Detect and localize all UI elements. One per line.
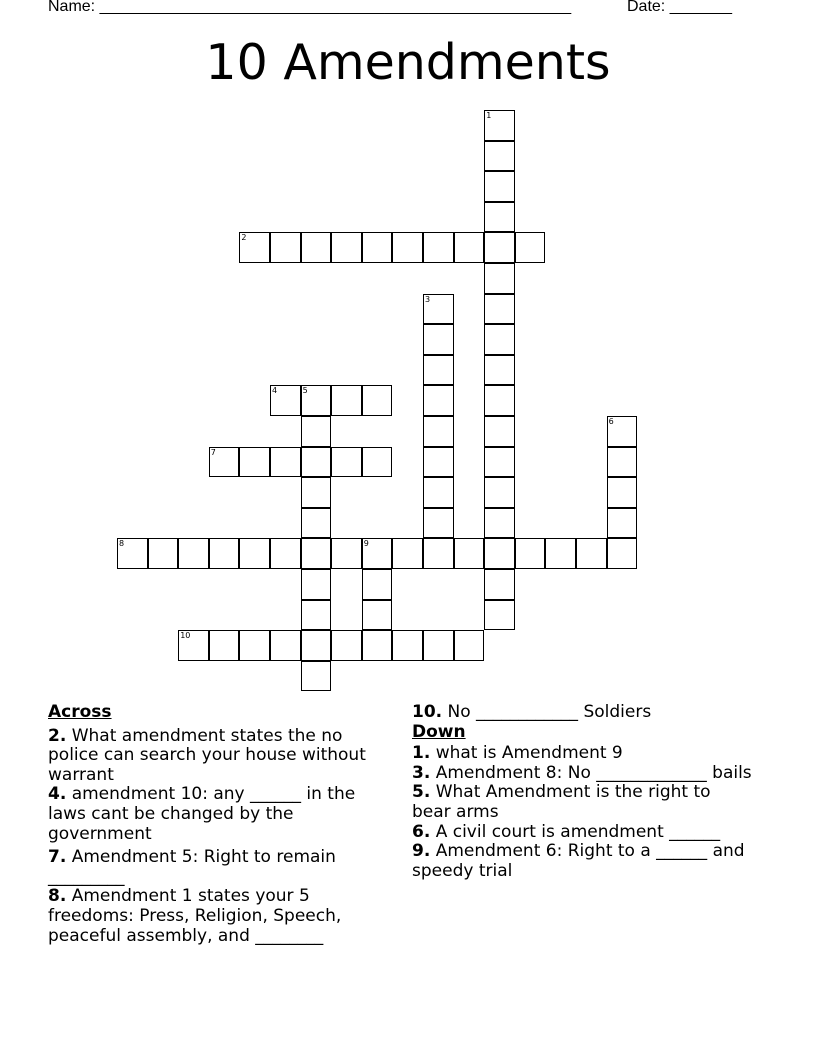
grid-cell: [484, 600, 515, 631]
grid-cell: [484, 324, 515, 355]
grid-cell: [362, 385, 393, 416]
grid-cell: [117, 538, 148, 569]
grid-cell: [484, 141, 515, 172]
clue-number-7: 7: [210, 447, 216, 457]
grid-cell: [423, 630, 454, 661]
grid-cell: [270, 538, 301, 569]
grid-cell: [484, 477, 515, 508]
name-field-line: Name: _____________________________________________________: [48, 0, 572, 15]
grid-cell: [423, 232, 454, 263]
grid-cell: [239, 447, 270, 478]
grid-cell: [423, 447, 454, 478]
grid-cell: [301, 447, 332, 478]
grid-cell: [484, 385, 515, 416]
grid-cell: [301, 477, 332, 508]
grid-cell: [484, 202, 515, 233]
date-field-line: Date: _______: [627, 0, 732, 15]
clue-number-9: 9: [363, 539, 369, 549]
clue-down-6: 6. A civil court is amendment ______: [412, 821, 721, 842]
grid-cell: [423, 508, 454, 539]
grid-cell: [515, 538, 546, 569]
clues-left-column: [48, 703, 388, 946]
grid-cell: [484, 110, 515, 141]
grid-cell: [209, 630, 240, 661]
clue-down-3: 3. Amendment 8: No _____________ bails: [412, 762, 752, 783]
grid-cell: [423, 538, 454, 569]
clue-number-5: 5: [302, 386, 308, 396]
clue-number-1: 1: [486, 111, 492, 120]
grid-cell: [392, 232, 423, 263]
grid-cell: [484, 171, 515, 202]
grid-cell: [392, 538, 423, 569]
grid-cell: [423, 294, 454, 325]
grid-cell: [454, 232, 485, 263]
grid-cell: [239, 538, 270, 569]
grid-cell: [301, 416, 332, 447]
grid-cell: [484, 263, 515, 294]
grid-cell: [576, 538, 607, 569]
across-heading: Across: [48, 702, 112, 722]
grid-cell: [423, 355, 454, 386]
grid-cell: [301, 630, 332, 661]
grid-cell: [423, 385, 454, 416]
clue-number-2: 2: [241, 233, 247, 243]
clue-number-8: 8: [119, 539, 125, 549]
grid-cell: [484, 538, 515, 569]
clue-down-5: 5. What Amendment is the right to bear arms: [412, 782, 711, 822]
grid-cell: [301, 385, 332, 416]
grid-cell: [331, 385, 362, 416]
grid-cell: [454, 630, 485, 661]
grid-cell: [331, 630, 362, 661]
clue-down-1: 1. what is Amendment 9: [412, 743, 623, 764]
grid-cell: [362, 447, 393, 478]
grid-cell: [423, 416, 454, 447]
grid-cell: [362, 600, 393, 631]
grid-cell: [270, 447, 301, 478]
grid-cell: [331, 232, 362, 263]
grid-cell: [607, 416, 638, 447]
grid-cell: [270, 385, 301, 416]
grid-cell: [270, 232, 301, 263]
grid-cell: [484, 355, 515, 386]
clue-number-6: 6: [608, 417, 614, 426]
clue-across-2: 2. What amendment states the no police can search your house without warrant: [48, 725, 366, 785]
clue-across-10: 10. No ____________ Soldiers: [412, 702, 652, 722]
grid-cell: [301, 600, 332, 631]
clue-down-9: 9. Amendment 6: Right to a ______ and speedy trial: [412, 841, 745, 881]
clues-right-column: [412, 703, 752, 881]
grid-cell: [301, 508, 332, 539]
grid-cell: [484, 569, 515, 600]
grid-cell: [362, 569, 393, 600]
grid-cell: [484, 232, 515, 263]
grid-cell: [484, 416, 515, 447]
grid-cell: [607, 447, 638, 478]
clue-across-8: 8. Amendment 1 states your 5 freedoms: Press, Religion, Speech, peaceful assembly, and ________: [48, 886, 342, 946]
grid-cell: [423, 324, 454, 355]
grid-cell: [178, 630, 209, 661]
grid-cell: [423, 477, 454, 508]
grid-cell: [270, 630, 301, 661]
grid-cell: [545, 538, 576, 569]
grid-cell: [178, 538, 209, 569]
clue-number-4: 4: [272, 386, 278, 396]
grid-cell: [362, 630, 393, 661]
grid-cell: [209, 447, 240, 478]
grid-cell: [209, 538, 240, 569]
clue-number-3: 3: [425, 294, 431, 304]
grid-cell: [515, 232, 546, 263]
grid-cell: [239, 232, 270, 263]
clue-across-7: 7. Amendment 5: Right to remain _________: [48, 847, 336, 887]
grid-cell: [301, 661, 332, 692]
clue-number-10: 10: [180, 631, 191, 641]
grid-cell: [331, 447, 362, 478]
grid-cell: [484, 508, 515, 539]
clue-across-4: 4. amendment 10: any ______ in the laws cant be changed by the government: [48, 784, 356, 844]
grid-cell: [392, 630, 423, 661]
grid-cell: [301, 569, 332, 600]
grid-cell: [484, 447, 515, 478]
grid-cell: [239, 630, 270, 661]
grid-cell: [607, 508, 638, 539]
grid-cell: [148, 538, 179, 569]
grid-cell: [607, 477, 638, 508]
page-title: 10 Amendments: [205, 34, 611, 91]
down-heading: Down: [412, 721, 466, 742]
grid-cell: [362, 232, 393, 263]
grid-cell: [362, 538, 393, 569]
grid-cell: [607, 538, 638, 569]
grid-cell: [454, 538, 485, 569]
grid-cell: [331, 538, 362, 569]
grid-cell: [301, 538, 332, 569]
grid-cell: [484, 294, 515, 325]
grid-cell: [301, 232, 332, 263]
